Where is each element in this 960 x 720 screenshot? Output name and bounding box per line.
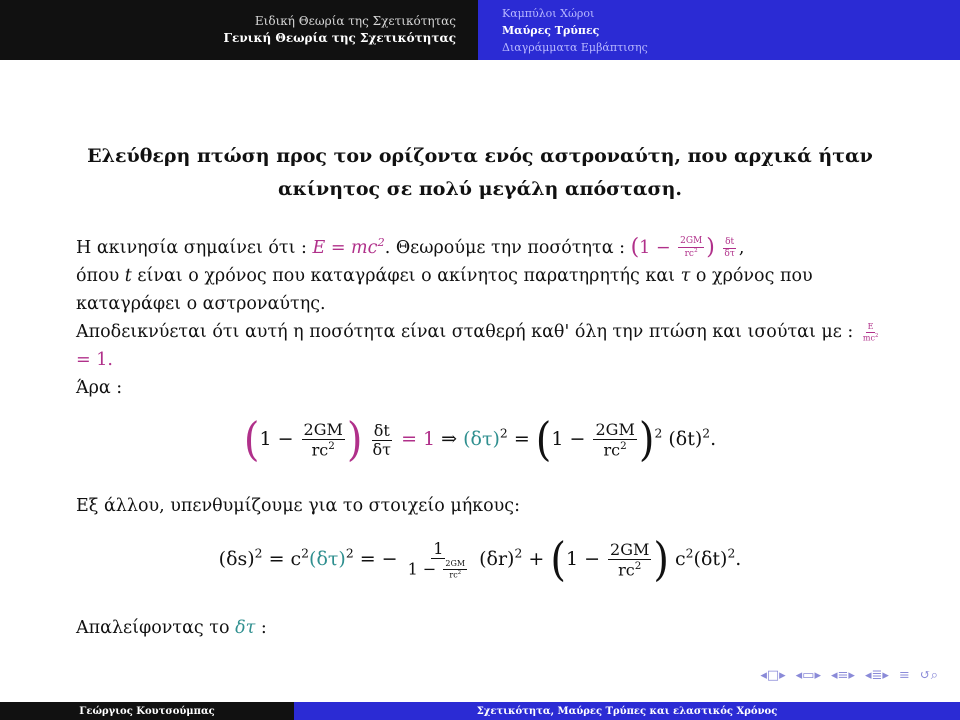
- header-subsection-embedding[interactable]: Διαγράμματα Εμβάπτισης: [502, 40, 648, 54]
- math-quantity: (1 − $\frac{2GM}{rc^2}$ ) $\frac{\delta t}{\delta\tau}$: [630, 235, 735, 261]
- footer-author: Γεώργιος Κουτσούμπας: [0, 702, 294, 720]
- nav-next-icon[interactable]: ◂▭▸: [795, 668, 821, 683]
- slide-title: Ελεύθερη πτώση προς τον ορίζοντα ενός αστροναύτη, που αρχικά ήταν ακίνητος σε πολύ μεγάλη απόσταση.: [87, 145, 873, 200]
- header-section-general[interactable]: Γενική Θεωρία της Σχετικότητας: [223, 31, 456, 45]
- math-energy: $E = mc^2$: [312, 235, 385, 258]
- nav-prev-icon[interactable]: ◂□▸: [760, 668, 786, 683]
- beamer-navigation: [760, 668, 938, 683]
- nav-search-icon[interactable]: ↺⌕: [919, 668, 938, 683]
- equation-2: $(\delta s)^2 = c^2(\delta\tau)^2$ = − 1 1 − $\frac{2GM}{rc^2}$ $(\delta r)^2 + (1$ − $\frac{2GM}{rc^2}$ ) $c^2(\delta t)^2$.: [218, 533, 742, 587]
- math-ratio: $\frac{E}{mc^2}$ = 1.: [76, 321, 879, 370]
- header-subsection-curved[interactable]: Καμπύλοι Χώροι: [502, 6, 595, 20]
- header-subsection-blackholes[interactable]: Μαύρες Τρύπες: [502, 23, 600, 37]
- footer-talk-title: Σχετικότητα, Μαύρες Τρύπες και ελαστικός Χρόνος: [294, 702, 960, 720]
- header-section-special[interactable]: Ειδική Θεωρία της Σχετικότητας: [254, 14, 456, 28]
- footer: [0, 702, 960, 720]
- paragraph-4: Εξ άλλου, υπενθυμίζουμε για το στοιχείο μήκους:: [76, 496, 520, 516]
- header: [0, 0, 960, 60]
- header-subsections: [478, 0, 960, 60]
- paragraph-2: Αποδεικνύεται ότι αυτή η ποσότητα είναι σταθερή καθ' όλη την πτώση και ισούται με : $\frac{E}{mc^2}$ = 1.: [76, 318, 886, 374]
- nav-section-icon[interactable]: ◂≡▸: [831, 668, 855, 683]
- nav-subsection-icon[interactable]: ◂≣▸: [864, 668, 889, 683]
- slide-body: [76, 228, 886, 402]
- paragraph-5: Απαλείφοντας το δτ :: [76, 618, 267, 638]
- nav-align-icon[interactable]: ≡: [898, 668, 910, 683]
- paragraph-1: Η ακινησία σημαίνει ότι : $E = mc^2$. Θεωρούμε την ποσότητα : (1 − $\frac{2GM}{rc^2}$ ) $\frac{\delta t}{\delta\tau}$ , όπου t είναι ο χρόνος που καταγράφει ο ακίνητος παρατηρητής και τ ο χρόνος που καταγράφει ο αστροναύτης.: [76, 235, 813, 314]
- equation-1: (1 − $\frac{2GM}{rc^2}$ ) $\frac{\delta t}{\delta\tau}$ = 1 ⇒ $(\delta\tau)^2 = (1$ − $\frac{2GM}{rc^2}$ )$^2$ $(\delta t)^2$.: [243, 413, 717, 467]
- header-sections: [0, 0, 478, 60]
- paragraph-3: Άρα :: [76, 377, 123, 398]
